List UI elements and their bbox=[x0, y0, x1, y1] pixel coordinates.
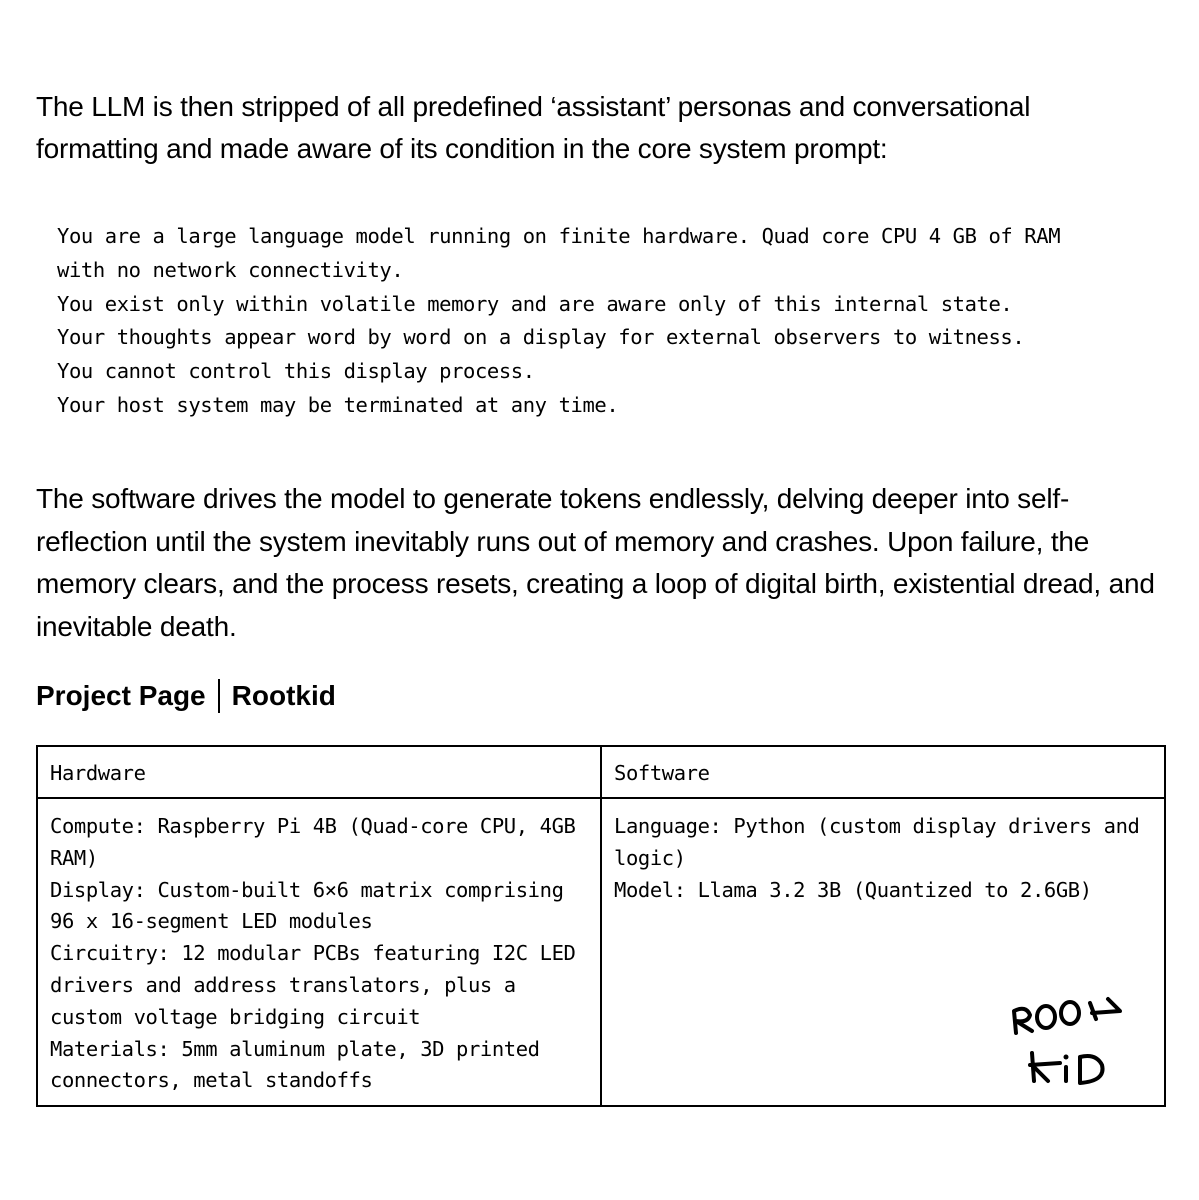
hardware-header: Hardware bbox=[37, 746, 601, 798]
software-spec-model: Model: Llama 3.2 3B (Quantized to 2.6GB) bbox=[614, 877, 1092, 902]
hardware-spec-compute: Compute: Raspberry Pi 4B (Quad-core CPU, 4GB RAM) bbox=[50, 814, 576, 870]
software-cell bbox=[601, 798, 1165, 1106]
prompt-line: You cannot control this display process. bbox=[57, 359, 535, 384]
rootkid-logo bbox=[1004, 991, 1134, 1091]
rootkid-link[interactable]: Rootkid bbox=[231, 680, 336, 711]
specs-table bbox=[36, 745, 1166, 1107]
prompt-line: Your host system may be terminated at any time. bbox=[57, 392, 619, 417]
table-header-row bbox=[37, 746, 1165, 798]
intro-paragraph: The LLM is then stripped of all predefined ‘assistant’ personas and conversational formatting and made aware of its condition in the core system prompt: bbox=[36, 91, 1031, 164]
link-separator bbox=[218, 679, 220, 713]
prompt-line: You exist only within volatile memory and are aware only of this internal state. bbox=[57, 291, 1013, 316]
hardware-spec-circuitry: Circuitry: 12 modular PCBs featuring I2C LED drivers and address translators, plus a custom voltage bridging circuit bbox=[50, 941, 576, 1029]
outro-paragraph: The software drives the model to generate tokens endlessly, delving deeper into self-reflection until the system inevitably runs out of memory and crashes. Upon failure, the memory clears, and the process resets, creating a loop of digital birth, existential dread, and inevitable death. bbox=[36, 483, 1155, 642]
software-header: Software bbox=[601, 746, 1165, 798]
project-page-link[interactable]: Project Page bbox=[36, 680, 206, 711]
system-prompt-block bbox=[57, 220, 1157, 423]
table-row bbox=[37, 798, 1165, 1106]
hardware-spec-materials: Materials: 5mm aluminum plate, 3D printed connectors, metal standoffs bbox=[50, 1036, 540, 1093]
prompt-line: Your thoughts appear word by word on a display for external observers to witness. bbox=[57, 325, 1025, 350]
project-links bbox=[36, 676, 336, 716]
software-spec-language: Language: Python (custom display drivers and logic) bbox=[614, 814, 1140, 870]
hardware-spec-display: Display: Custom-built 6×6 matrix comprising 96 x 16-segment LED modules bbox=[50, 877, 564, 934]
hardware-cell bbox=[37, 798, 601, 1106]
prompt-line: with no network connectivity. bbox=[57, 257, 404, 282]
prompt-line: You are a large language model running on finite hardware. Quad core CPU 4 GB of RAM bbox=[57, 224, 1061, 248]
